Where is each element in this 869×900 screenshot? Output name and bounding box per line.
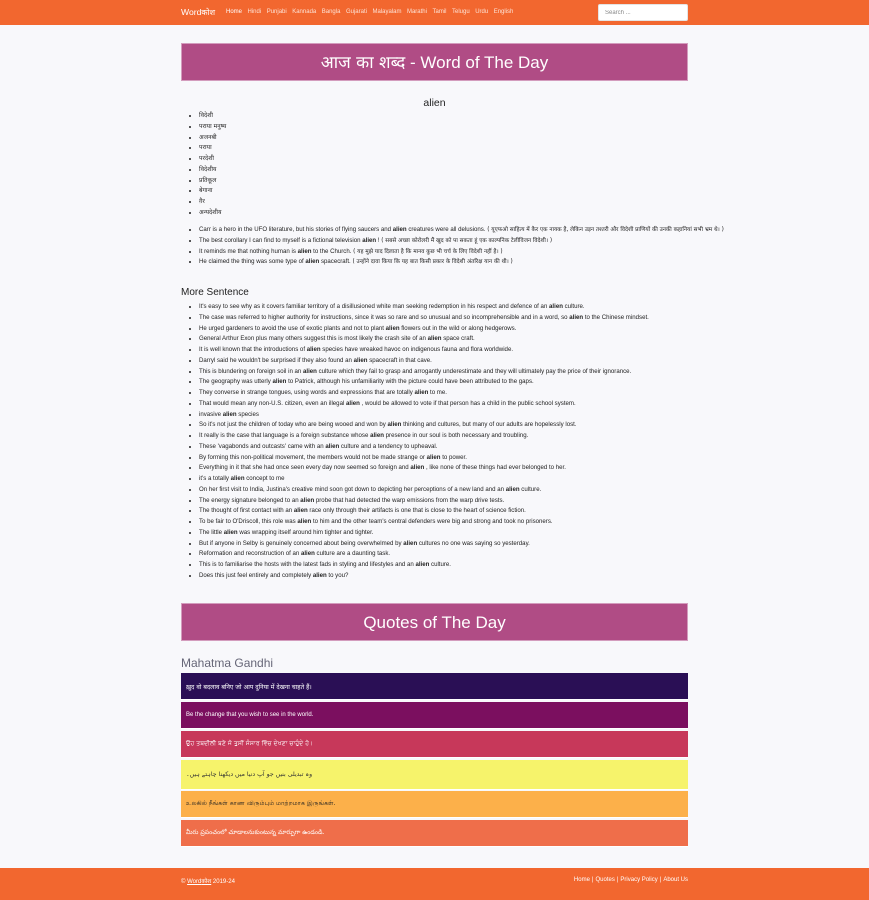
word-of-day-banner [181,43,688,81]
sentence-item [199,334,649,345]
nav-link-bangla[interactable]: Bangla [321,9,341,15]
sentence-text: , like none of these things had ever belonged to her. [424,464,566,472]
meaning-item: • अजनबी [199,133,226,144]
sentence-text: it's a totally [199,475,231,482]
brand-latin: Word [181,7,202,17]
nav-link-malayalam[interactable]: Malayalam [372,9,402,15]
sentence-text: race only through their artifacts is one that is close to the heart of science fiction. [307,507,526,515]
sentence-text: These 'vagabonds and outcasts' came with an [199,442,326,450]
sentence-text: culture are a daunting task. [314,550,391,558]
banner-title-latin: - Word of The Day [405,53,549,72]
sentence-text: The case was referred to higher authority for instructions, since it was so rare and so unusual and so incomprehensible and in a word, so [199,313,570,321]
quote-text: మీరు ప్రపంచంలో చూడాలనుకుంటున్న మార్పుగా ఉండండి. [186,829,325,836]
sentence-keyword: alien [353,356,368,364]
quote-hindi [181,673,688,700]
sentence-item [199,367,649,378]
sentence-item [199,474,649,485]
sentence-text: The geography was utterly [199,378,273,386]
footer-link-home[interactable]: Home [573,877,590,883]
footer-separator: | [591,877,594,883]
nav-link-kannada[interactable]: Kannada [292,9,317,15]
sentence-text: presence in our soul is both necessary and troubling. [383,432,529,439]
quote-telugu [181,820,688,847]
sentence-text: probe that had detected the warp emissions from the warp drive tests. [314,496,505,504]
sentence-text: The thought of first contact with an [199,507,294,515]
quote-text: ਉਹ ਤਬਦੀਲੀ ਬਣੋ ਜੋ ਤੁਸੀਂ ਸੰਸਾਰ ਵਿੱਚ ਦੇਖਣਾ ਚਾਹੁੰਦੇ ਹੋ। [186,740,314,747]
nav-link-urdu[interactable]: Urdu [475,9,489,15]
quote-author: Mahatma Gandhi [181,656,274,670]
example-item [199,247,689,258]
sentence-keyword: alien [300,550,315,558]
sentence-item [199,517,649,528]
sentence-text: culture. [519,485,542,493]
example-translation: ( यह मुझे याद दिलाता है कि मानव कुछ भी चर्च के लिए विदेशी नहीं है। ) [353,248,503,255]
sentence-text: to me. [428,389,447,396]
sentence-item [199,571,649,582]
footer-separator: | [616,877,619,883]
sentence-item [199,485,649,496]
example-text: He claimed the thing was some type of [199,258,306,266]
sentence-keyword: alien [312,571,327,579]
example-text: to the Church. [311,247,354,255]
sentence-keyword: alien [549,303,563,310]
copyright [181,877,235,885]
sentence-item [199,463,649,474]
example-text: The best corollary I can find to myself is a fictional television [199,236,363,244]
sentence-text: thinking and cultures, but many of our adults are hopelessly lost. [401,421,577,429]
example-keyword: alien [362,236,377,244]
meaning-item: • परदेशी [199,154,226,165]
sentence-keyword: alien [223,528,238,536]
sentence-text: That would mean any non-U.S. citizen, even an illegal [199,399,347,407]
sentence-keyword: alien [325,442,340,450]
sentence-text: species [236,410,259,418]
footer-links [574,877,688,883]
sentence-keyword: alien [569,313,584,321]
sentence-item [199,528,649,539]
example-text: ! [376,236,382,244]
sentence-text: It really is the case that language is a foreign substance whose [199,432,371,439]
footer-brand-latin: Word [187,879,202,885]
sentence-text: The little [199,528,224,536]
sentence-keyword: alien [403,539,418,547]
footer [0,868,869,900]
meaning-item: • पराया [199,143,226,154]
sentence-keyword: alien [293,507,308,515]
nav-link-english[interactable]: English [493,9,514,15]
sentence-keyword: alien [230,475,245,482]
nav-link-telugu[interactable]: Telugu [452,9,470,15]
sentence-keyword: alien [415,561,430,568]
sentence-text: spacecraft in that cave. [367,356,432,364]
meaning-item: • विदेशीय [199,165,226,176]
example-keyword: alien [305,258,320,266]
nav-link-marathi[interactable]: Marathi [406,9,427,15]
nav-links [226,9,519,15]
sentence-keyword: alien [370,432,384,439]
sentence-item [199,420,649,431]
quotes-banner: Quotes of The Day [181,603,688,641]
meanings-list [199,111,226,219]
sentence-item [199,302,649,313]
meaning-item: • ग़ैर [199,197,226,208]
footer-brand-link[interactable] [187,879,211,885]
brand-logo[interactable] [181,7,215,18]
sentence-text: But if anyone in Selby is genuinely concerned about being overwhelmed by [199,539,404,547]
sentence-item [199,453,649,464]
footer-brand-deva: कोश [201,879,212,885]
brand-deva: कोश [201,8,216,17]
sentence-text: culture. [562,303,585,310]
sentence-item [199,431,649,442]
sentence-text: On her first visit to India, Justina's creative mind soon got down to depicting her perceptions of a new land and an [199,485,506,493]
sentence-item [199,313,649,324]
sentence-item [199,388,649,399]
sentence-text: Darryl said he wouldn't be surprised if they also found an [199,356,354,364]
sentence-keyword: alien [426,453,441,461]
footer-link-about[interactable]: About Us [663,877,688,883]
sentences-list [199,302,649,582]
sentence-keyword: alien [306,346,321,353]
nav-link-punjabi[interactable]: Punjabi [266,9,287,15]
meaning-item: • प्रतिकूल [199,176,226,187]
nav-link-tamil[interactable]: Tamil [432,9,447,15]
example-item [199,257,689,268]
quote-text: Be the change that you wish to see in the world. [186,712,314,718]
sentence-text: concept to me [244,475,285,482]
sentence-item [199,539,649,550]
top-navbar [0,0,869,25]
word-title: alien [423,97,446,109]
sentence-text: to Patrick, although his unfamiliarity with the picture could have been attributed to the gaps. [286,378,534,386]
sentence-text: to the Chinese mindset. [583,313,649,321]
example-translation: ( सबसे अच्छा कोरोलरी मैं खुद को पा सकता हूं एक काल्पनिक टेलीविजन विदेशी। ) [381,237,553,244]
banner-title-deva: आज का शब्द [320,53,406,73]
sentence-text: culture and a tendency to upheaval. [339,442,438,450]
sentence-text: So it's not just the children of today who are being wooed and won by [199,421,388,429]
sentence-item [199,549,649,560]
sentence-text: , would be allowed to vote if that person has a child in the public school system. [359,399,576,407]
sentence-text: Everything in it that she had once seen every day now seemed so foreign and [199,464,411,472]
meaning-item: • पराया मनुष्य [199,122,226,133]
sentence-text: flowers out in the wild or along hedgerows. [399,324,517,332]
sentence-keyword: alien [222,410,237,418]
sentence-keyword: alien [410,464,425,472]
quote-punjabi [181,731,688,758]
sentence-text: cultures no one was saying so yesterday. [417,539,530,547]
search-input[interactable] [598,4,688,21]
quote-tamil [181,791,688,818]
sentence-item [199,560,649,571]
example-item [199,225,724,236]
sentence-keyword: alien [385,324,400,332]
sentence-text: To be fair to O'Driscoll, this role was [199,518,298,525]
sentence-item [199,506,649,517]
sentence-item [199,496,649,507]
sentence-text: species have wreaked havoc on indigenous fauna and flora worldwide. [320,346,514,353]
example-text: Carr is a hero in the UFO literature, but his stories of flying saucers and [199,226,393,233]
footer-separator: | [659,877,662,883]
example-translation: ( उन्होंने दावा किया कि यह बात किसी प्रकार के विदेशी अंतरिक्ष यान की थी। ) [352,259,513,266]
sentence-item [199,442,649,453]
sentence-text: General Arthur Exon plus many others suggest this is most likely the crash site of an [199,335,428,343]
sentence-keyword: alien [346,399,360,407]
quote-text: உலகில் நீங்கள் காண விரும்பும் மாற்றமாக இருங்கள். [186,800,336,807]
nav-link-home[interactable]: Home [226,9,243,15]
quote-english [181,702,688,729]
meaning-item: • अन्यदेशीय [199,208,226,219]
copyright-symbol: © [181,879,188,885]
sentence-text: to him and the other team's central defenders were big and strong and took no prisoners. [311,518,553,525]
sentence-item [199,345,649,356]
footer-link-privacy[interactable]: Privacy Policy [620,877,658,883]
sentence-item [199,324,649,335]
sentence-text: This is to familiarise the hosts with the latest fads in styling and lifestyles and an [199,561,416,568]
sentence-keyword: alien [505,485,520,493]
sentence-text: By forming this non-political movement, the members would not be made strange or [199,453,427,461]
nav-link-gujarati[interactable]: Gujarati [345,9,367,15]
example-text: It reminds me that nothing human is [199,247,298,255]
sentence-text: Does this just feel entirely and completely [199,571,313,579]
quote-urdu [181,760,688,790]
more-sentences-heading: More Sentence [181,287,249,298]
sentence-keyword: alien [300,496,315,504]
meaning-item: • विदेशी [199,111,226,122]
sentence-text: This is blundering on foreign soil in an [199,367,303,375]
sentence-keyword: alien [414,389,429,396]
sentence-text: invasive [199,410,223,418]
quote-text: وہ تبدیلی بنیں جو آپ دنیا میں دیکھنا چاہتے ہیں۔ [186,771,313,778]
sentence-text: culture. [429,561,452,568]
sentence-text: It is well known that the introductions of [199,346,307,353]
sentence-keyword: alien [303,367,317,375]
sentence-text: He urged gardeners to avoid the use of exotic plants and not to plant [199,324,386,332]
sentence-text: They converse in strange tongues, using words and expressions that are totally [199,389,415,396]
sentence-keyword: alien [387,421,402,429]
sentence-item [199,410,649,421]
example-keyword: alien [392,226,407,233]
sentence-item [199,356,649,367]
example-text: spacecraft. [319,258,353,266]
sentence-item [199,377,649,388]
example-keyword: alien [297,247,312,255]
nav-link-hindi[interactable]: Hindi [247,9,262,15]
sentence-text: to you? [326,571,349,579]
sentence-text: to power. [440,453,467,461]
examples-list [199,225,724,268]
example-item [199,236,689,247]
sentence-item [199,399,649,410]
example-translation: ( यूएफओ साहित्य में कैर एक नायक है, लेकिन उड़न तश्तरी और विदेशी प्राणियों की उनकी कहानियां सभी भ्रम थे। ) [487,227,724,233]
sentence-text: culture which they fail to grasp and arrogantly underestimate and they will ultimately pay the price of their ignorance. [316,367,632,375]
quote-text: ख़ुद वो बदलाव बनिए जो आप दुनिया में देखना चाहते हैं। [186,683,312,691]
footer-link-quotes[interactable]: Quotes [595,877,615,883]
sentence-text: The energy signature belonged to an [199,496,301,504]
sentence-keyword: alien [272,378,287,386]
meaning-item: • बेगाना [199,186,226,197]
sentence-keyword: alien [427,335,442,343]
example-text: creatures were all delusions. [406,226,488,233]
sentence-text: It's easy to see why as it covers familiar territory of a disillusioned white man seeking redemption in his respect and defence of an [199,303,550,310]
sentence-text: was wrapping itself around him tighter and tighter. [237,528,374,536]
sentence-text: space craft. [441,335,475,343]
sentence-keyword: alien [297,518,312,525]
sentence-text: Reformation and reconstruction of an [199,550,301,558]
copyright-years: 2019-24 [211,879,235,885]
